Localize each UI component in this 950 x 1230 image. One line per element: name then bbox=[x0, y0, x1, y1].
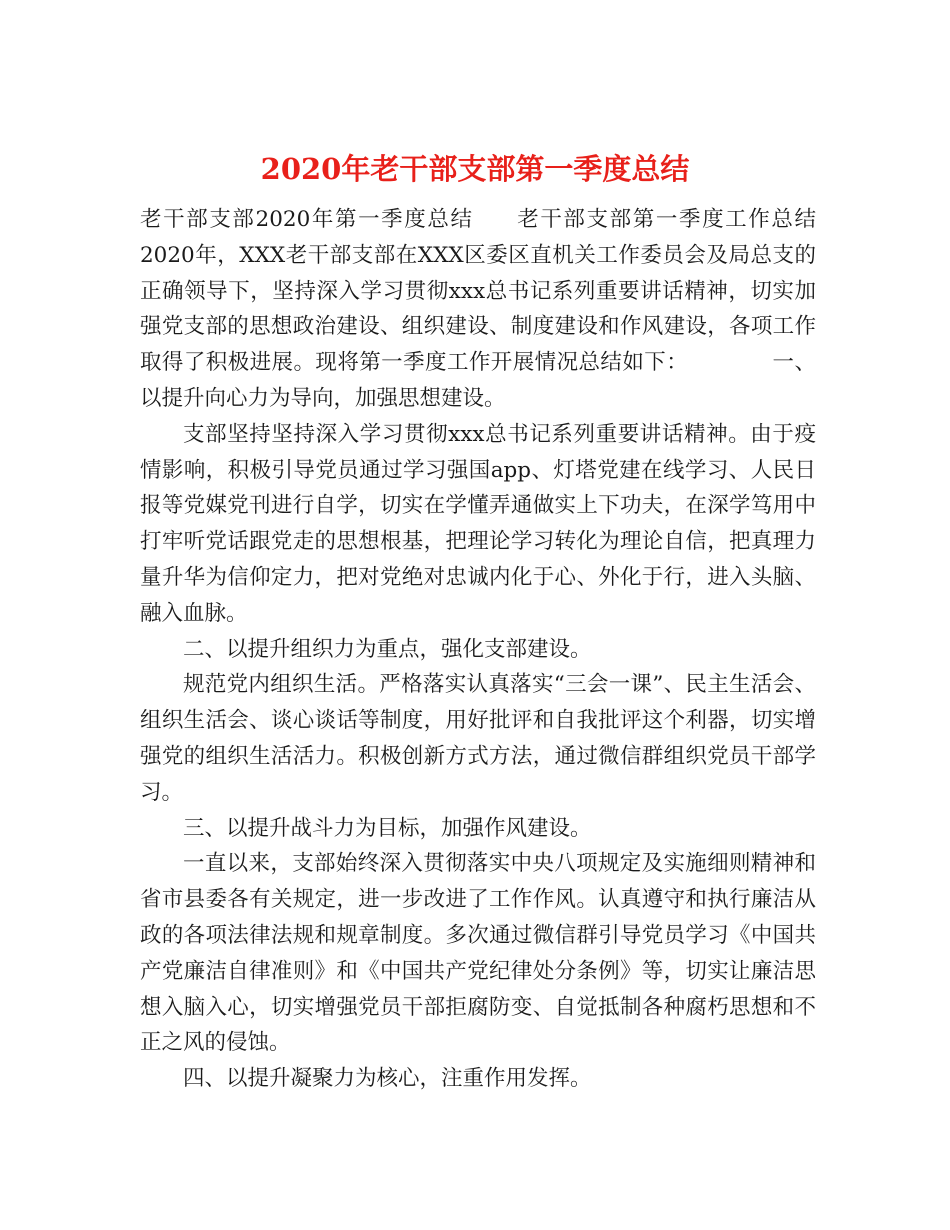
intro-subheading: 老干部支部第一季度工作总结 bbox=[515, 207, 816, 232]
section-heading-2: 二、以提升组织力为重点，强化支部建设。 bbox=[183, 636, 592, 662]
section-heading-1: 一、以提升向心力为导向，加强思想建设。 bbox=[140, 350, 816, 411]
document-title: 2020年老干部支部第一季度总结 bbox=[260, 152, 690, 187]
section-heading-3: 三、以提升战斗力为目标，加强作风建设。 bbox=[183, 815, 592, 841]
section-heading-4: 四、以提升凝聚力为核心，注重作用发挥。 bbox=[183, 1066, 592, 1092]
paragraph-thought-building: 支部坚持坚持深入学习贯彻xxx总书记系列重要讲话精神。由于疫情影响，积极引导党员通过学习强国app、灯塔党建在线学习、人民日报等党媒党刊进行自学，切实在学懂弄通做实上下功夫，在深学笃用中打牢听党话跟党走的思想根基，把理论学习转化为理论自信，把真理力量升华为信仰定力，把对党绝对忠诚内化于心、外化于行，进入头脑、融入血脉。 bbox=[140, 421, 816, 626]
intro-text: 2020年，XXX老干部支部在XXX区委区直机关工作委员会及局总支的正确领导下，坚持深入学习贯彻xxx总书记系列重要讲话精神，切实加强党支部的思想政治建设、组织建设、制度建设和作风建设，各项工作取得了积极进展。现将第一季度工作开展情况总结如下： bbox=[140, 242, 816, 376]
document-body bbox=[140, 202, 816, 1097]
intro-heading: 老干部支部2020年第一季度总结 bbox=[140, 207, 474, 232]
intro-paragraph bbox=[140, 202, 816, 417]
paragraph-organization-life: 规范党内组织生活。严格落实认真落实“三会一课”、民主生活会、组织生活会、谈心谈话等制度，用好批评和自我批评这个利器，切实增强党的组织生活活力。积极创新方式方法，通过微信群组织党员干部学习。 bbox=[140, 672, 816, 805]
paragraph-work-style: 一直以来，支部始终深入贯彻落实中央八项规定及实施细则精神和省市县委各有关规定，进一步改进了工作作风。认真遵守和执行廉洁从政的各项法律法规和规章制度。多次通过微信群引导党员学习《中国共产党廉洁自律准则》和《中国共产党纪律处分条例》等，切实让廉洁思想入脑入心，切实增强党员干部拒腐防变、自觉抵制各种腐朽思想和不正之风的侵蚀。 bbox=[140, 851, 816, 1056]
